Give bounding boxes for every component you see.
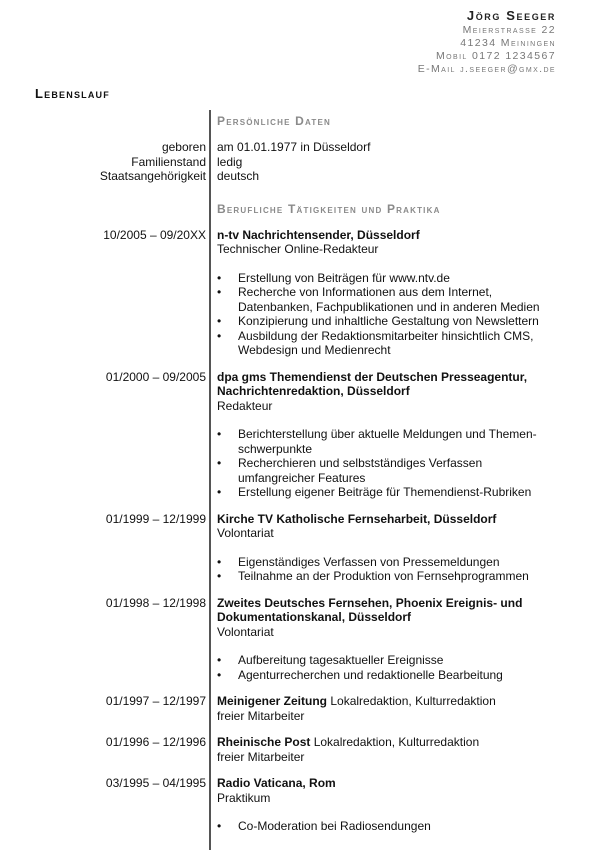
contact-mobile: Mobil 0172 1234567	[436, 50, 556, 62]
entry-dates: 01/1998 – 12/1998	[105, 595, 206, 610]
entry-org: Dokumentationskanal, Düsseldorf	[217, 610, 412, 624]
entry-org-line	[217, 776, 557, 791]
personal-row	[0, 169, 600, 184]
entry-dates: 03/1995 – 04/1995	[105, 776, 206, 790]
bullet-text: Eigenständiges Verfassen von Pressemeldungen	[238, 554, 500, 569]
entry-org-detail: Lokalredaktion, Kulturredaktion	[327, 694, 496, 708]
bullet-item	[217, 569, 557, 584]
entry-org: Radio Vaticana, Rom	[217, 776, 336, 790]
entry-role: Volontariat	[217, 624, 274, 639]
entry-role: Volontariat	[217, 526, 274, 540]
experience-entry	[0, 228, 600, 358]
entry-org-line	[217, 735, 557, 750]
entry-dates: 01/1999 – 12/1999	[105, 511, 206, 526]
entry-org: n-tv Nachrichtensender, Düsseldorf	[217, 227, 420, 242]
bullet-item	[217, 329, 557, 358]
experience-entry	[0, 735, 600, 764]
bullet-icon: •	[217, 667, 222, 682]
bullet-icon: •	[217, 569, 222, 583]
entry-org: dpa gms Themendienst der Deutschen Presseagentur,	[217, 369, 528, 384]
entry-body	[217, 596, 557, 683]
entry-dates: 01/1997 – 12/1997	[105, 694, 206, 708]
bullet-item	[217, 314, 557, 329]
entry-role: Technischer Online-Redakteur	[217, 242, 379, 256]
bullet-text: Aufbereitung tagesaktueller Ereignisse	[238, 653, 444, 667]
section-heading-personal: Persönliche Daten	[217, 114, 332, 128]
bullet-icon: •	[217, 285, 222, 299]
entry-org: Kirche TV Katholische Fernseharbeit, Düsseldorf	[217, 511, 497, 526]
contact-block	[418, 8, 556, 76]
entry-org: Meinigener Zeitung	[217, 694, 328, 708]
bullet-icon: •	[217, 427, 222, 441]
section-heading-experience: Berufliche Tätigkeiten und Praktika	[217, 201, 441, 216]
entry-org-line	[217, 610, 557, 625]
bullet-text: Erstellung von Beiträgen für www.ntv.de	[238, 270, 450, 285]
bullet-icon: •	[217, 456, 222, 470]
entry-org-line	[217, 370, 557, 385]
entry-body	[217, 228, 557, 358]
cv-content	[0, 114, 600, 846]
bullet-icon: •	[217, 314, 222, 328]
bullet-item	[217, 285, 557, 314]
entry-org-line	[217, 228, 557, 243]
contact-name: Jörg Seeger	[466, 8, 556, 23]
bullet-text: Agenturrecherchen und redaktionelle Bearbeitung	[238, 667, 503, 682]
entry-dates: 01/2000 – 09/2005	[105, 369, 206, 384]
bullet-icon: •	[217, 653, 222, 667]
entry-org-line	[217, 384, 557, 399]
personal-label: geboren	[161, 140, 206, 154]
bullet-item	[217, 456, 557, 485]
bullet-icon: •	[217, 328, 222, 343]
entry-org-line	[217, 596, 557, 611]
entry-org: Nachrichtenredaktion, Düsseldorf	[217, 384, 410, 398]
experience-entry	[0, 512, 600, 584]
entry-role: Praktikum	[217, 790, 271, 805]
entry-org: Rheinische Post	[217, 735, 311, 749]
entry-role: freier Mitarbeiter	[217, 708, 305, 723]
bullet-item	[217, 819, 557, 834]
bullet-item	[217, 427, 557, 456]
entry-org-line	[217, 694, 557, 709]
experience-entry	[0, 370, 600, 500]
contact-street: Meierstrasse 22	[462, 24, 556, 36]
entry-bullets	[217, 653, 557, 682]
entry-bullets	[217, 555, 557, 584]
bullet-item	[217, 555, 557, 570]
bullet-icon: •	[217, 554, 222, 569]
entry-dates: 01/1996 – 12/1996	[105, 735, 206, 749]
personal-value: ledig	[217, 154, 243, 169]
entry-body	[217, 512, 557, 584]
entry-body	[217, 694, 557, 723]
bullet-text: Erstellung eigener Beiträge für Themendienst-Rubriken	[238, 485, 532, 499]
entry-body	[217, 370, 557, 500]
bullet-text: Berichterstellung über aktuelle Meldungen und Themen-schwerpunkte	[238, 427, 537, 456]
entry-dates: 10/2005 – 09/20XX	[103, 227, 206, 242]
entry-bullets	[217, 819, 557, 834]
entry-bullets	[217, 271, 557, 358]
bullet-text: Konzipierung und inhaltliche Gestaltung von Newslettern	[238, 314, 539, 328]
bullet-item	[217, 271, 557, 286]
personal-label: Familienstand	[131, 154, 206, 169]
personal-row	[0, 140, 600, 155]
entry-role: freier Mitarbeiter	[217, 749, 305, 764]
bullet-text: Recherche von Informationen aus dem Internet, Datenbanken, Fachpublikationen und in anderen Medien	[238, 285, 540, 314]
bullet-text: Co-Moderation bei Radiosendungen	[238, 819, 431, 833]
experience-entry	[0, 596, 600, 683]
entry-role: Redakteur	[217, 398, 273, 413]
bullet-item	[217, 485, 557, 500]
experience-entry	[0, 776, 600, 834]
contact-city: 41234 Meiningen	[460, 37, 556, 49]
experience-entry	[0, 694, 600, 723]
entry-body	[217, 735, 557, 764]
document-title: Lebenslauf	[35, 86, 110, 101]
bullet-item	[217, 668, 557, 683]
personal-value: deutsch	[217, 169, 260, 183]
entry-body	[217, 776, 557, 834]
bullet-icon: •	[217, 270, 222, 285]
entry-org: Zweites Deutsches Fernsehen, Phoenix Ereignis- und	[217, 595, 523, 610]
entry-org-detail: Lokalredaktion, Kulturredaktion	[310, 735, 480, 749]
entry-bullets	[217, 427, 557, 500]
personal-row	[0, 155, 600, 170]
personal-value: am 01.01.1977 in Düsseldorf	[217, 140, 371, 154]
bullet-text: Teilnahme an der Produktion von Fernsehprogrammen	[238, 569, 529, 583]
bullet-text: Recherchieren und selbstständiges Verfassen umfangreicher Features	[238, 456, 483, 485]
experience-list	[0, 228, 600, 834]
personal-label: Staatsangehörigkeit	[99, 169, 206, 183]
bullet-icon: •	[217, 485, 222, 499]
entry-org-line	[217, 512, 557, 527]
bullet-item	[217, 653, 557, 668]
contact-email: E-Mail j.seeger@gmx.de	[417, 63, 556, 75]
bullet-icon: •	[217, 819, 222, 833]
personal-data	[0, 140, 600, 184]
bullet-text: Ausbildung der Redaktionsmitarbeiter hinsichtlich CMS, Webdesign und Medienrecht	[238, 328, 534, 357]
